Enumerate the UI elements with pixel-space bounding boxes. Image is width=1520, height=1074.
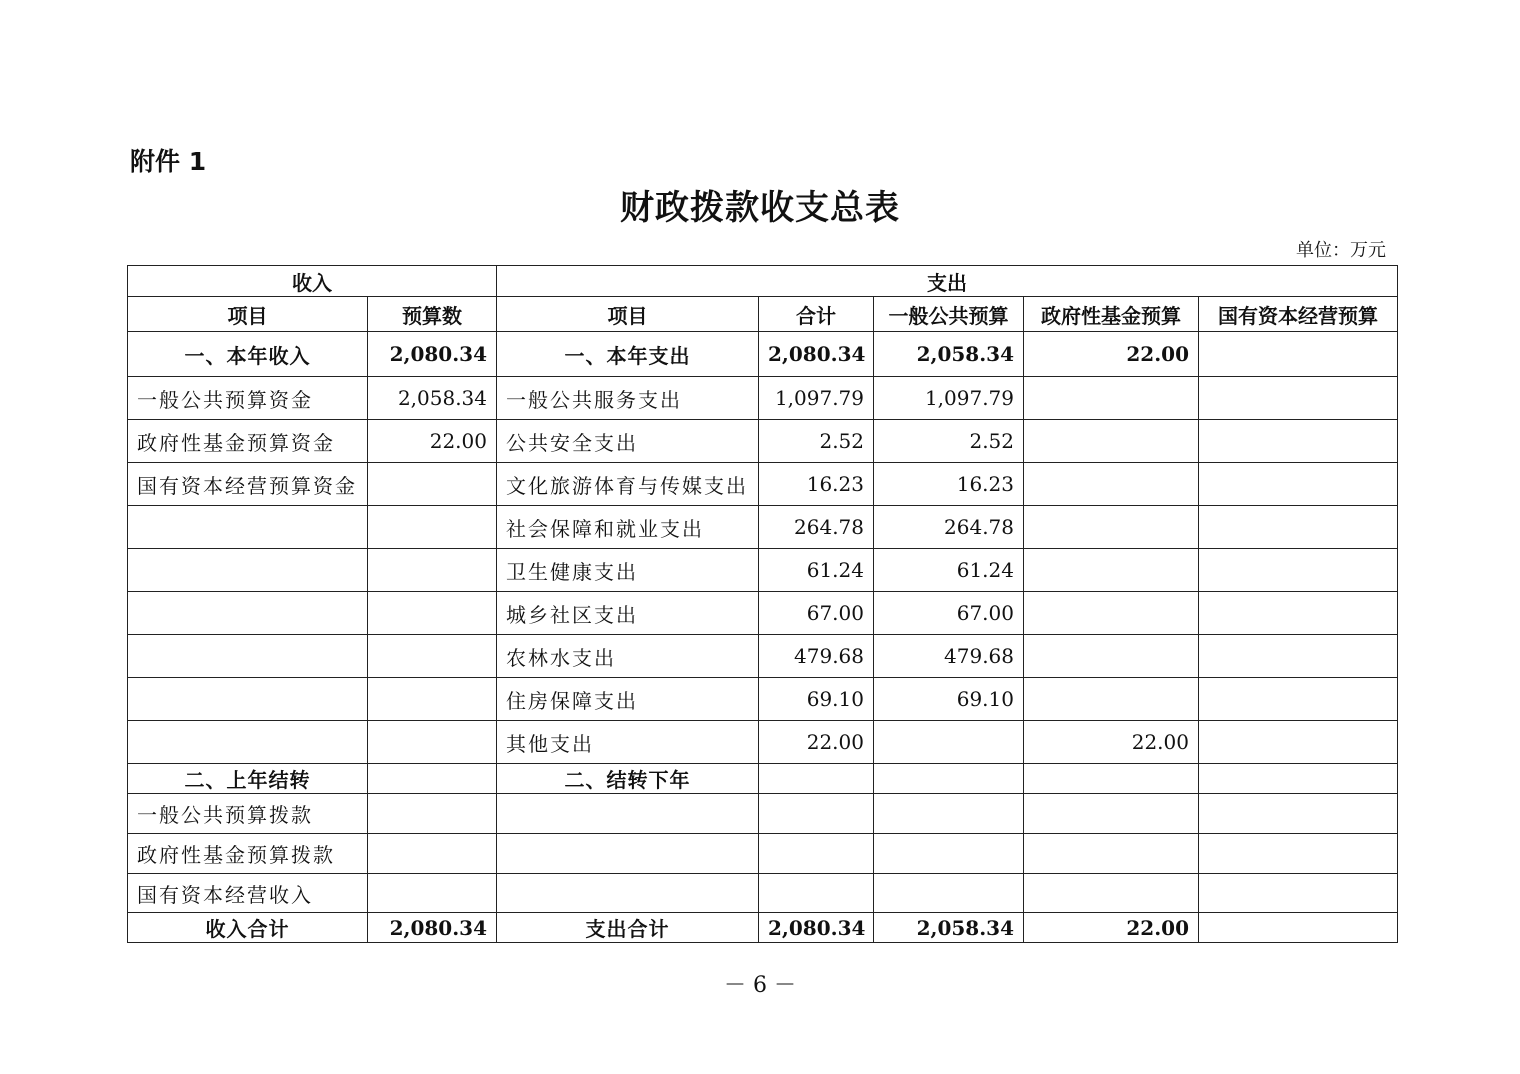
expense-total: 22.00 bbox=[759, 721, 874, 764]
income-item bbox=[128, 678, 368, 721]
expense-general bbox=[874, 764, 1024, 794]
expense-total: 67.00 bbox=[759, 592, 874, 635]
income-item bbox=[128, 635, 368, 678]
page-number: － 6 － bbox=[724, 973, 796, 998]
expense-item: 公共安全支出 bbox=[497, 420, 759, 463]
income-amount: 22.00 bbox=[368, 420, 497, 463]
expense-general bbox=[874, 874, 1024, 913]
expense-state bbox=[1199, 377, 1398, 420]
income-amount bbox=[368, 834, 497, 874]
header-row-group bbox=[128, 266, 1398, 297]
expense-general: 67.00 bbox=[874, 592, 1024, 635]
col-header-expense-item: 项目 bbox=[497, 297, 759, 332]
income-header: 收入 bbox=[128, 266, 497, 297]
expense-item: 支出合计 bbox=[497, 913, 759, 943]
expense-state bbox=[1199, 834, 1398, 874]
table-row bbox=[128, 678, 1398, 721]
expense-state bbox=[1199, 794, 1398, 834]
table-row bbox=[128, 506, 1398, 549]
income-item bbox=[128, 592, 368, 635]
expense-total: 479.68 bbox=[759, 635, 874, 678]
expense-fund bbox=[1024, 834, 1199, 874]
expense-total: 2,080.34 bbox=[759, 913, 874, 943]
income-amount: 2,080.34 bbox=[368, 913, 497, 943]
table-row bbox=[128, 549, 1398, 592]
expense-total: 61.24 bbox=[759, 549, 874, 592]
expense-state bbox=[1199, 764, 1398, 794]
expense-item bbox=[497, 794, 759, 834]
expense-fund bbox=[1024, 874, 1199, 913]
table-row bbox=[128, 332, 1398, 377]
expense-total bbox=[759, 794, 874, 834]
expense-fund bbox=[1024, 592, 1199, 635]
income-item: 政府性基金预算拨款 bbox=[128, 834, 368, 874]
income-amount bbox=[368, 678, 497, 721]
table-row-total bbox=[128, 913, 1398, 943]
expense-state bbox=[1199, 913, 1398, 943]
expense-general: 2,058.34 bbox=[874, 332, 1024, 377]
table-row bbox=[128, 721, 1398, 764]
table-row bbox=[128, 377, 1398, 420]
expense-state bbox=[1199, 635, 1398, 678]
expense-state bbox=[1199, 332, 1398, 377]
expense-fund bbox=[1024, 506, 1199, 549]
expense-total: 264.78 bbox=[759, 506, 874, 549]
col-header-general: 一般公共预算 bbox=[874, 297, 1024, 332]
income-item: 政府性基金预算资金 bbox=[128, 420, 368, 463]
expense-item: 农林水支出 bbox=[497, 635, 759, 678]
col-header-state: 国有资本经营预算 bbox=[1199, 297, 1398, 332]
table-row bbox=[128, 764, 1398, 794]
expense-item: 社会保障和就业支出 bbox=[497, 506, 759, 549]
col-header-income-item: 项目 bbox=[128, 297, 368, 332]
col-header-budget: 预算数 bbox=[368, 297, 497, 332]
expense-general: 2.52 bbox=[874, 420, 1024, 463]
expense-fund bbox=[1024, 678, 1199, 721]
income-item: 一般公共预算资金 bbox=[128, 377, 368, 420]
expense-state bbox=[1199, 549, 1398, 592]
expense-item: 其他支出 bbox=[497, 721, 759, 764]
expense-general: 16.23 bbox=[874, 463, 1024, 506]
expense-general: 479.68 bbox=[874, 635, 1024, 678]
expense-state bbox=[1199, 874, 1398, 913]
income-item: 收入合计 bbox=[128, 913, 368, 943]
budget-table bbox=[127, 265, 1398, 943]
income-amount bbox=[368, 549, 497, 592]
expense-header: 支出 bbox=[497, 266, 1398, 297]
expense-state bbox=[1199, 506, 1398, 549]
income-amount bbox=[368, 794, 497, 834]
expense-item: 二、结转下年 bbox=[497, 764, 759, 794]
expense-item: 城乡社区支出 bbox=[497, 592, 759, 635]
income-amount bbox=[368, 635, 497, 678]
income-amount bbox=[368, 721, 497, 764]
table-row bbox=[128, 794, 1398, 834]
expense-state bbox=[1199, 463, 1398, 506]
expense-fund bbox=[1024, 635, 1199, 678]
expense-general bbox=[874, 834, 1024, 874]
expense-fund: 22.00 bbox=[1024, 332, 1199, 377]
expense-total bbox=[759, 874, 874, 913]
expense-fund bbox=[1024, 794, 1199, 834]
expense-item: 住房保障支出 bbox=[497, 678, 759, 721]
expense-general bbox=[874, 794, 1024, 834]
income-amount: 2,058.34 bbox=[368, 377, 497, 420]
expense-general: 61.24 bbox=[874, 549, 1024, 592]
expense-item: 卫生健康支出 bbox=[497, 549, 759, 592]
income-item: 二、上年结转 bbox=[128, 764, 368, 794]
income-amount bbox=[368, 874, 497, 913]
income-item: 一、本年收入 bbox=[128, 332, 368, 377]
header-row-columns bbox=[128, 297, 1398, 332]
table-row bbox=[128, 874, 1398, 913]
expense-fund bbox=[1024, 549, 1199, 592]
page-title: 财政拨款收支总表 bbox=[620, 188, 900, 228]
expense-item: 一般公共服务支出 bbox=[497, 377, 759, 420]
expense-state bbox=[1199, 678, 1398, 721]
income-amount bbox=[368, 592, 497, 635]
expense-total: 16.23 bbox=[759, 463, 874, 506]
table-row bbox=[128, 463, 1398, 506]
expense-item: 一、本年支出 bbox=[497, 332, 759, 377]
income-amount bbox=[368, 506, 497, 549]
income-item bbox=[128, 721, 368, 764]
unit-label: 单位：万元 bbox=[1296, 240, 1386, 261]
expense-fund: 22.00 bbox=[1024, 721, 1199, 764]
expense-fund bbox=[1024, 463, 1199, 506]
expense-general bbox=[874, 721, 1024, 764]
table-row bbox=[128, 635, 1398, 678]
expense-fund bbox=[1024, 420, 1199, 463]
expense-item bbox=[497, 874, 759, 913]
expense-general: 1,097.79 bbox=[874, 377, 1024, 420]
expense-total: 2.52 bbox=[759, 420, 874, 463]
expense-state bbox=[1199, 592, 1398, 635]
income-item bbox=[128, 506, 368, 549]
expense-fund bbox=[1024, 377, 1199, 420]
expense-general: 2,058.34 bbox=[874, 913, 1024, 943]
expense-total: 1,097.79 bbox=[759, 377, 874, 420]
expense-total bbox=[759, 834, 874, 874]
expense-total: 2,080.34 bbox=[759, 332, 874, 377]
expense-item bbox=[497, 834, 759, 874]
income-amount: 2,080.34 bbox=[368, 332, 497, 377]
attachment-label: 附件 1 bbox=[130, 147, 207, 176]
expense-state bbox=[1199, 721, 1398, 764]
expense-total: 69.10 bbox=[759, 678, 874, 721]
income-amount bbox=[368, 463, 497, 506]
col-header-fund: 政府性基金预算 bbox=[1024, 297, 1199, 332]
income-item bbox=[128, 549, 368, 592]
income-item: 一般公共预算拨款 bbox=[128, 794, 368, 834]
table-row bbox=[128, 834, 1398, 874]
expense-total bbox=[759, 764, 874, 794]
table-row bbox=[128, 592, 1398, 635]
table-row bbox=[128, 420, 1398, 463]
expense-general: 264.78 bbox=[874, 506, 1024, 549]
col-header-total: 合计 bbox=[759, 297, 874, 332]
income-item: 国有资本经营预算资金 bbox=[128, 463, 368, 506]
expense-fund: 22.00 bbox=[1024, 913, 1199, 943]
expense-general: 69.10 bbox=[874, 678, 1024, 721]
expense-fund bbox=[1024, 764, 1199, 794]
expense-state bbox=[1199, 420, 1398, 463]
income-amount bbox=[368, 764, 497, 794]
income-item: 国有资本经营收入 bbox=[128, 874, 368, 913]
expense-item: 文化旅游体育与传媒支出 bbox=[497, 463, 759, 506]
